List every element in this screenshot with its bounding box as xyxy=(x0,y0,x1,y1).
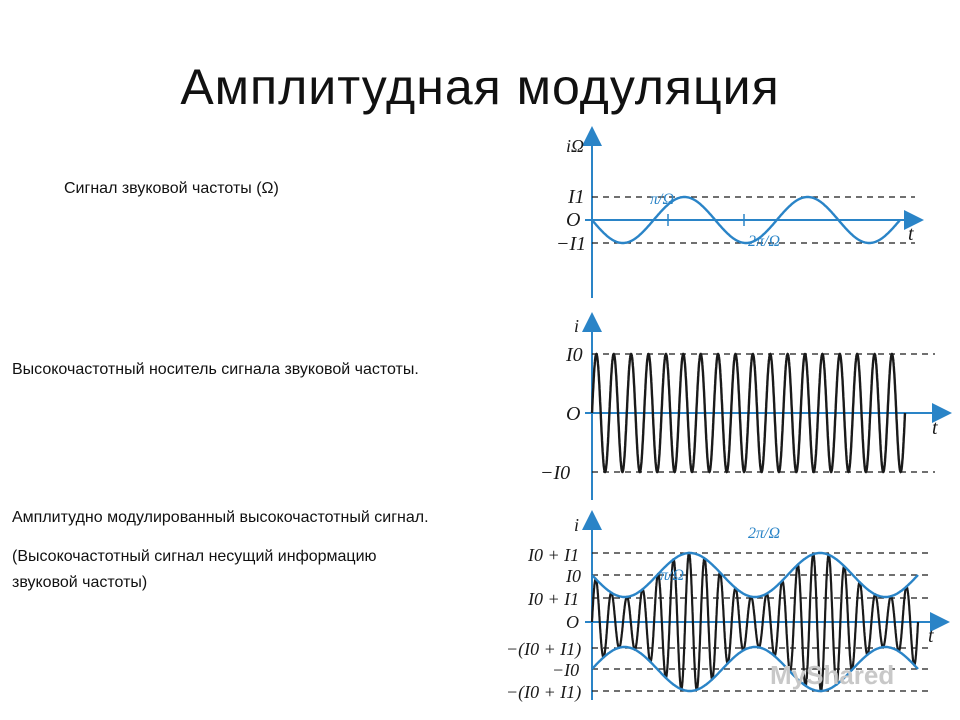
g2-t-label: t xyxy=(932,417,938,439)
g3-half-period-label: π/Ω xyxy=(660,567,685,584)
g3-period-label: 2π/Ω xyxy=(748,525,781,542)
g1-t-label: t xyxy=(908,223,914,245)
g3-level-6-label: −(I0 + I1) xyxy=(506,682,582,702)
g1-top-level-label: I1 xyxy=(568,186,585,208)
g3-t-label: t xyxy=(928,625,934,647)
caption-modulated: Амплитудно модулированный высокочастотный сигнал. xyxy=(12,509,429,526)
g2-top-level-label: I0 xyxy=(566,344,583,366)
graph-sound-signal xyxy=(556,130,920,298)
caption-carrier: Высокочастотный носитель сигнала звуковой частоты. xyxy=(12,361,419,378)
watermark-logo xyxy=(770,660,894,691)
g2-origin-label: O xyxy=(566,403,581,425)
g1-y-label: iΩ xyxy=(566,136,585,156)
graph-carrier xyxy=(540,316,948,500)
slide-title: Амплитудная модуляция xyxy=(180,59,780,115)
g3-level-5-label: −I0 xyxy=(552,660,580,680)
g1-origin-label: O xyxy=(566,209,581,231)
g1-half-period-label: π/Ω xyxy=(650,191,675,208)
caption-sound-signal: Сигнал звуковой частоты (Ω) xyxy=(64,180,279,197)
caption-note-line1: (Высокочастотный сигнал несущий информацию xyxy=(12,548,377,565)
caption-note-line2: звуковой частоты) xyxy=(12,574,148,591)
g3-level-1-label: I0 + I1 xyxy=(528,545,580,565)
g3-origin-label: O xyxy=(566,612,579,632)
g3-level-3-label: I0 + I1 xyxy=(528,589,580,609)
g3-level-4-label: −(I0 + I1) xyxy=(506,639,582,659)
g2-bottom-level-label: −I0 xyxy=(540,462,571,484)
watermark-text: MyShared xyxy=(770,660,895,690)
g2-y-label: i xyxy=(574,316,580,336)
g1-bottom-level-label: −I1 xyxy=(556,233,587,255)
g3-level-2-label: I0 xyxy=(566,566,581,586)
g1-period-label: 2π/Ω xyxy=(748,233,781,250)
g3-y-label: i xyxy=(574,515,580,535)
